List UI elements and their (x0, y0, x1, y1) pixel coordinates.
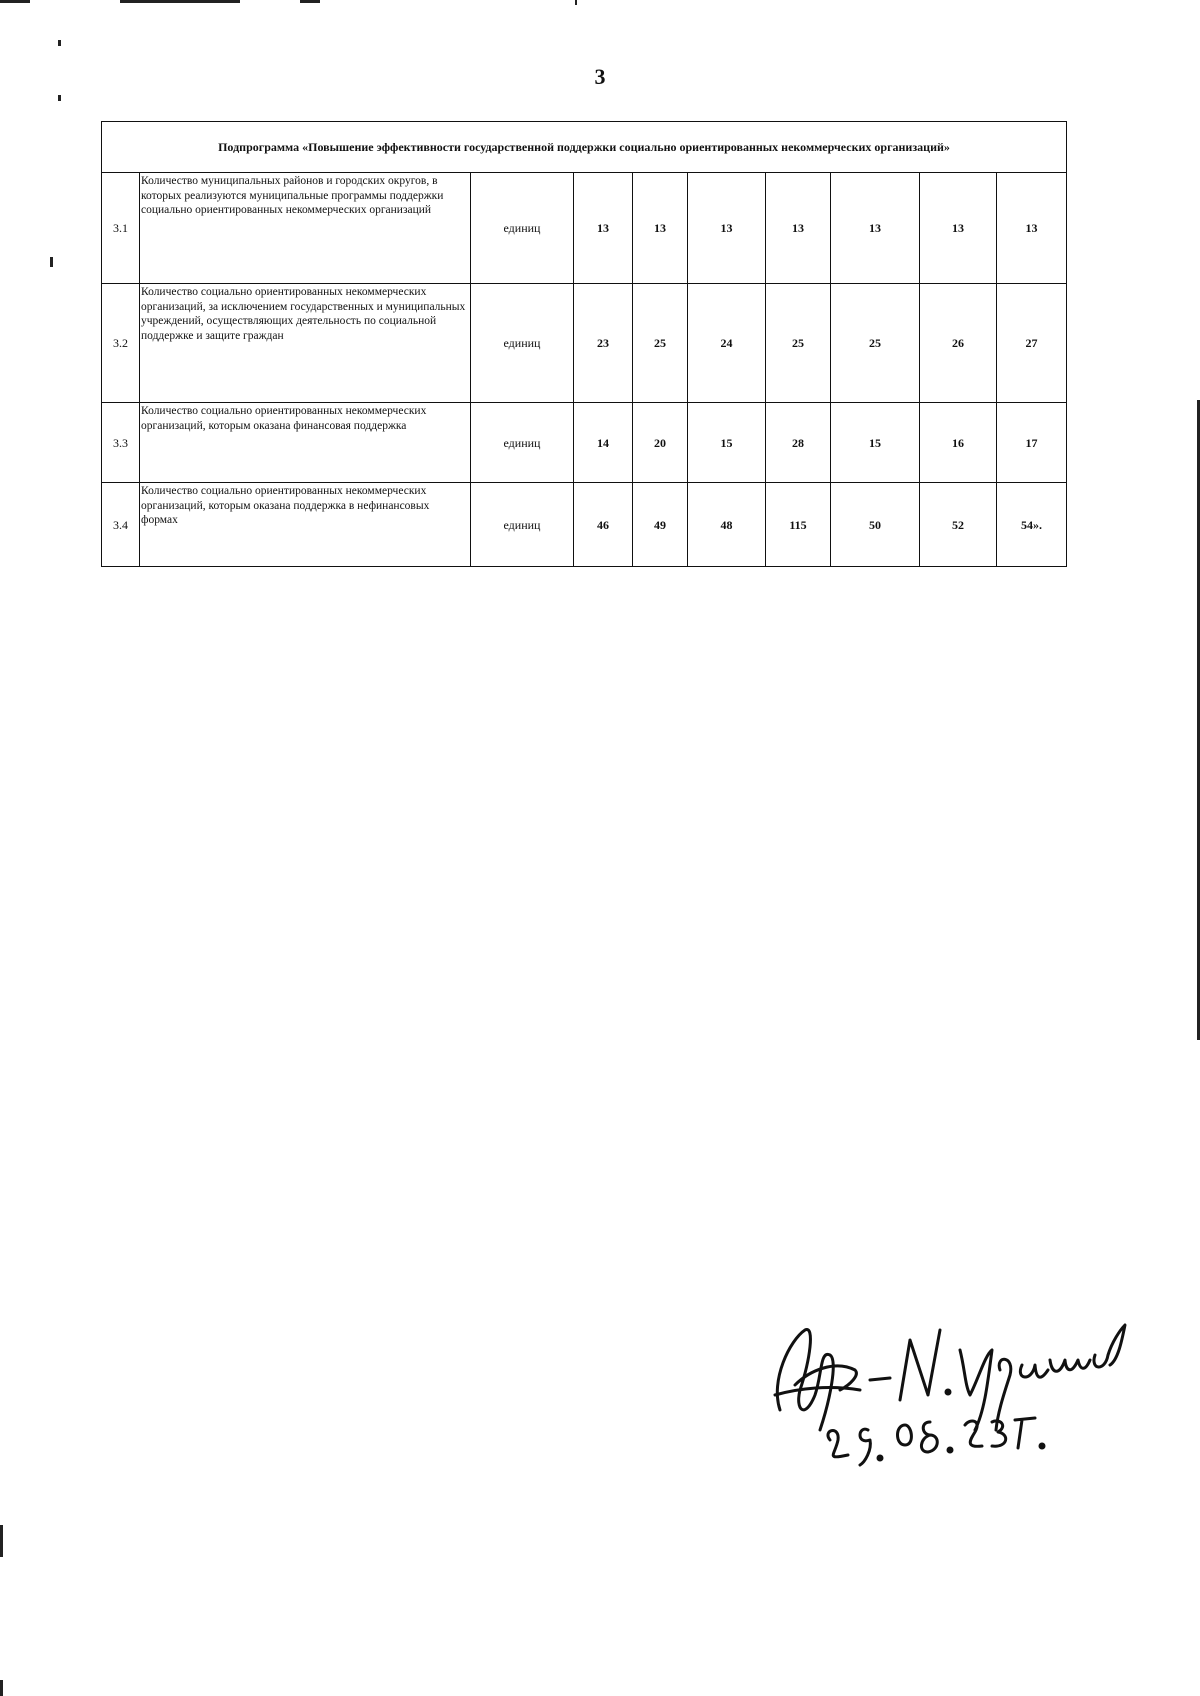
value-cell: 50 (831, 483, 920, 567)
value-cell: 28 (766, 403, 831, 483)
value-cell: 13 (831, 173, 920, 284)
value-cell: 13 (688, 173, 766, 284)
value-cell: 46 (574, 483, 633, 567)
table-row (102, 173, 1067, 284)
value-cell: 52 (920, 483, 997, 567)
indicators-table (101, 121, 1067, 567)
value-cell: 25 (633, 284, 688, 403)
row-number: 3.2 (102, 284, 140, 403)
row-number: 3.3 (102, 403, 140, 483)
indicator-name: Количество муниципальных районов и городских округов, в которых реализуются муниципальные программы поддержки социально ориентированных некоммерческих организаций (140, 173, 471, 284)
value-cell: 13 (920, 173, 997, 284)
signature-drawing (760, 1300, 1140, 1470)
value-cell: 13 (633, 173, 688, 284)
value-cell: 15 (831, 403, 920, 483)
value-cell: 15 (688, 403, 766, 483)
indicator-name: Количество социально ориентированных некоммерческих организаций, которым оказана поддержка в нефинансовых формах (140, 483, 471, 567)
value-cell: 23 (574, 284, 633, 403)
row-number: 3.1 (102, 173, 140, 284)
value-cell: 27 (997, 284, 1067, 403)
table-row (102, 403, 1067, 483)
page-number: 3 (594, 64, 606, 89)
unit-cell: единиц (471, 483, 574, 567)
unit-cell: единиц (471, 284, 574, 403)
value-cell: 25 (831, 284, 920, 403)
value-cell: 16 (920, 403, 997, 483)
table-row (102, 284, 1067, 403)
value-cell: 13 (766, 173, 831, 284)
indicator-name: Количество социально ориентированных некоммерческих организаций, за исключением государственных и муниципальных учреждений, осуществляющих деятельность по социальной поддержке и защите граждан (140, 284, 471, 403)
value-cell: 24 (688, 284, 766, 403)
value-cell: 54». (997, 483, 1067, 567)
subprogram-title: Подпрограмма «Повышение эффективности государственной поддержки социально ориентированных некоммерческих организаций» (102, 122, 1067, 173)
indicator-name: Количество социально ориентированных некоммерческих организаций, которым оказана финансовая поддержка (140, 403, 471, 483)
value-cell: 14 (574, 403, 633, 483)
value-cell: 17 (997, 403, 1067, 483)
value-cell: 115 (766, 483, 831, 567)
handwritten-signature (760, 1300, 1140, 1470)
value-cell: 20 (633, 403, 688, 483)
value-cell: 49 (633, 483, 688, 567)
table-header-row (102, 122, 1067, 173)
value-cell: 48 (688, 483, 766, 567)
unit-cell: единиц (471, 173, 574, 284)
value-cell: 26 (920, 284, 997, 403)
unit-cell: единиц (471, 403, 574, 483)
value-cell: 13 (997, 173, 1067, 284)
row-number: 3.4 (102, 483, 140, 567)
value-cell: 25 (766, 284, 831, 403)
table-row (102, 483, 1067, 567)
value-cell: 13 (574, 173, 633, 284)
